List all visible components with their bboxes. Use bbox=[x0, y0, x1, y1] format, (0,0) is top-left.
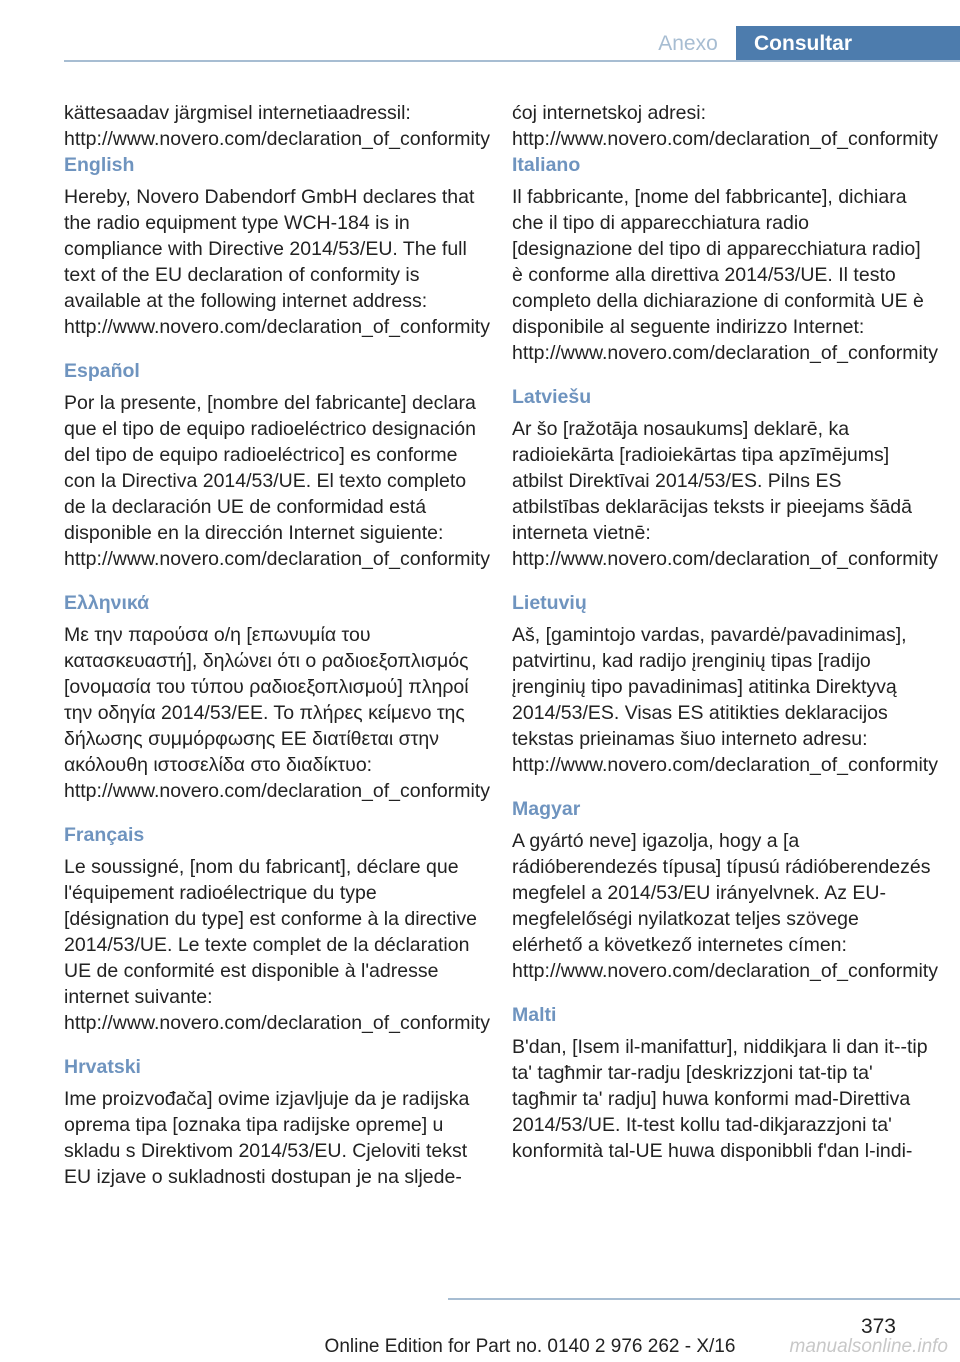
page-header bbox=[0, 0, 960, 62]
left-lead-text: kättesaadav järgmisel internetiaadressil: http://www.novero.com/declaration_of_conformity bbox=[64, 102, 490, 150]
section-espanol bbox=[64, 358, 490, 572]
text-magyar: A gyártó neve] igazolja, hogy a [a rádióberendezés típusa] típusú rádióberendezés megfelel a 2014/53/EU irányelvnek. Az EU-megfelelőségi nyilatkozat teljes szövege elérhető a következő internetes címen: http://www.novero.com/declaration_of_conformity bbox=[512, 830, 938, 982]
text-malti: B'dan, [Isem il-manifattur], niddikjara li dan it--tip ta' tagħmir tar-radju [deskrizzjoni tat-tip ta' tagħmir ta' radju] huwa konformi mad-Direttiva 2014/53/UE. It-test kollu tad-dikjarazzjoni ta' konformità tal-UE huwa disponibbli f'dan l-indi- bbox=[512, 1036, 928, 1162]
section-malti bbox=[512, 1002, 932, 1164]
header-divider bbox=[64, 60, 960, 62]
page-number: 373 bbox=[860, 1315, 896, 1338]
heading-malti: Malti bbox=[512, 1004, 557, 1026]
tab-anexo[interactable]: Anexo bbox=[658, 32, 718, 55]
tab-consultar[interactable]: Consultar bbox=[736, 26, 960, 62]
section-italiano bbox=[512, 152, 938, 366]
heading-francais: Français bbox=[64, 824, 145, 846]
heading-magyar: Magyar bbox=[512, 798, 581, 820]
text-hrvatski: Ime proizvođača] ovime izjavljuje da je radijska oprema tipa [oznaka tipa radijske opreme] u skladu s Direktivom 2014/53/EU. Cjeloviti tekst EU izjave o sukladnosti dostupan je na sljede- bbox=[64, 1088, 470, 1188]
text-espanol: Por la presente, [nombre del fabricante] declara que el tipo de equipo radioeléctrico designación del tipo de equipo radioeléctrico] es conforme con la Directiva 2014/53/UE. El texto completo de la declaración UE de conformidad está disponible en la dirección Internet siguiente: http://www.novero.com/declaration_of_conformity bbox=[64, 392, 490, 570]
footer-divider bbox=[448, 1298, 960, 1300]
section-greek bbox=[64, 590, 490, 804]
text-lietuviu: Aš, [gamintojo vardas, pavardė/pavadinimas], patvirtinu, kad radijo įrenginių tipas [radijo įrenginių tipo pavadinimas] atitinka Direktyvą 2014/53/ES. Visas ES atitikties deklaracijos tekstas prieinamas šiuo interneto adresu: http://www.novero.com/declaration_of_conformity bbox=[512, 624, 938, 776]
right-lead-text: ćoj internetskoj adresi: http://www.novero.com/declaration_of_conformity bbox=[512, 102, 938, 150]
section-hrvatski bbox=[64, 1054, 484, 1190]
section-magyar bbox=[512, 796, 938, 984]
section-english bbox=[64, 152, 490, 340]
text-greek: Με την παρούσα ο/η [επωνυμία του κατασκευαστή], δηλώνει ότι ο ραδιοεξοπλισμός [ονομασία του τύπου ραδιοεξοπλισμού] πληροί την οδηγία 2014/53/ΕΕ. Το πλήρες κείμενο της δήλωσης συμμόρφωσης ΕΕ διατίθεται στην ακόλουθη ιστοσελίδα στο διαδίκτυο: http://www.novero.com/declaration_of_conformity bbox=[64, 624, 490, 802]
text-francais: Le soussigné, [nom du fabricant], déclare que l'équipement radioélectrique du type [désignation du type] est conforme à la directive 2014/53/UE. Le texte complet de la déclaration UE de conformité est disponible à l'adresse internet suivante: http://www.novero.com/declaration_of_conformity bbox=[64, 856, 490, 1034]
section-lietuviu bbox=[512, 590, 938, 778]
section-latviesu bbox=[512, 384, 938, 572]
section-francais bbox=[64, 822, 490, 1036]
right-column bbox=[512, 100, 938, 1182]
text-italiano: Il fabbricante, [nome del fabbricante], dichiara che il tipo di apparecchiatura radio [designazione del tipo di apparecchiatura radio] è conforme alla direttiva 2014/53/UE. Il testo completo della dichiarazione di conformità UE è disponibile al seguente indirizzo Internet: http://www.novero.com/declaration_of_conformity bbox=[512, 186, 938, 364]
watermark: manualsonline.info bbox=[789, 1336, 948, 1357]
heading-espanol: Español bbox=[64, 360, 140, 382]
heading-greek: Ελληνικά bbox=[64, 592, 150, 614]
left-column bbox=[64, 100, 490, 1208]
heading-english: English bbox=[64, 154, 135, 176]
text-english: Hereby, Novero Dabendorf GmbH declares that the radio equipment type WCH-184 is in compliance with Directive 2014/53/EU. The full text of the EU declaration of conformity is available at the following internet address: http://www.novero.com/declaration_of_conformity bbox=[64, 186, 490, 338]
heading-latviesu: Latviešu bbox=[512, 386, 592, 408]
heading-lietuviu: Lietuvių bbox=[512, 592, 587, 614]
text-latviesu: Ar šo [ražotāja nosaukums] deklarē, ka radioiekārta [radioiekārtas tipa apzīmējums] atbilst Direktīvai 2014/53/ES. Pilns ES atbilstības deklarācijas teksts ir pieejams šādā interneta vietnē: http://www.novero.com/declaration_of_conformity bbox=[512, 418, 938, 570]
heading-italiano: Italiano bbox=[512, 154, 581, 176]
heading-hrvatski: Hrvatski bbox=[64, 1056, 141, 1078]
edition-text: Online Edition for Part no. 0140 2 976 262 - X/16 bbox=[324, 1336, 736, 1357]
